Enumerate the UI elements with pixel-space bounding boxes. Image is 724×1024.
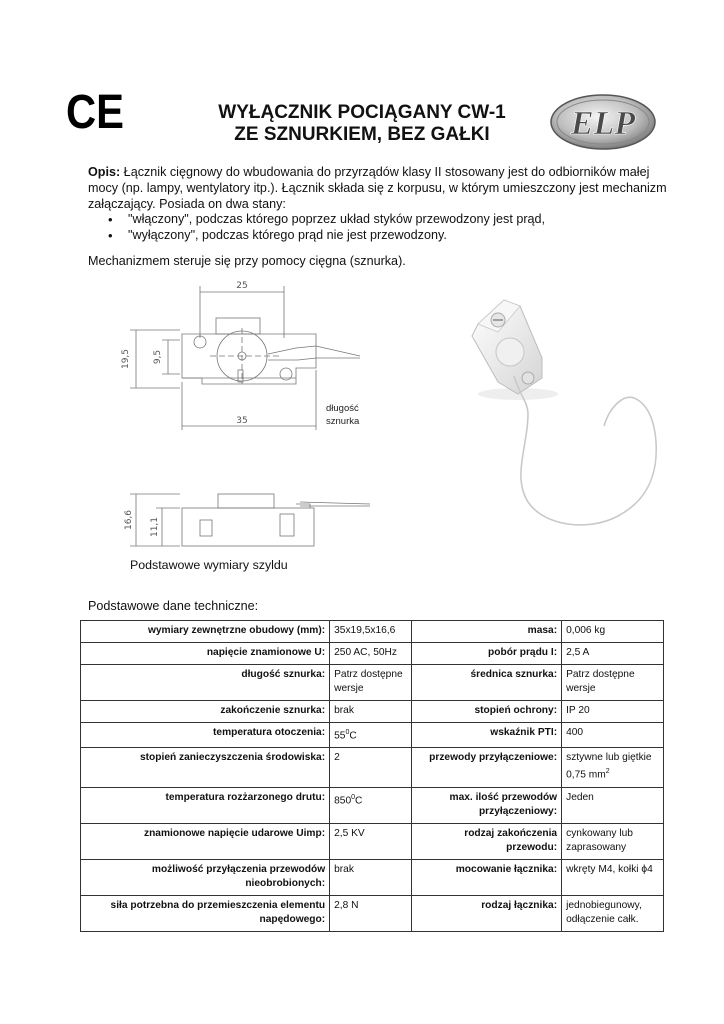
dim-16-6: 16,6 — [124, 509, 134, 531]
description-label: Opis: — [88, 165, 121, 179]
spec-label: średnica sznurka: — [411, 665, 561, 701]
dim-11-1: 11,1 — [150, 516, 160, 538]
page-title — [150, 102, 574, 146]
logo-text: ELP — [570, 105, 636, 142]
table-row — [81, 787, 664, 823]
spec-label: przewody przyłączeniowe: — [411, 748, 561, 787]
spec-value-sup: 2 — [605, 768, 610, 776]
table-row — [81, 723, 664, 748]
cord-label-line-1: długość — [326, 403, 359, 414]
spec-value: cynkowany lub zaprasowany — [562, 823, 664, 859]
table-row — [81, 701, 664, 723]
state-list — [88, 212, 668, 244]
spec-label: mocowanie łącznika: — [411, 859, 561, 895]
spec-value: brak — [330, 859, 412, 895]
spec-table-body — [81, 621, 664, 932]
ce-mark — [66, 86, 126, 139]
spec-value: brak — [330, 701, 412, 723]
description-text: Łącznik cięgnowy do wbudowania do przyrządów klasy II stosowany jest do odbiorników małej mocy (np. lampy, wentylatory itp.). Łącznik składa się z korpusu, w którym umieszczony jest mechanizm załączający. Posiada on dwa stany: — [88, 165, 667, 211]
spec-value: Patrz dostępne wersje — [330, 665, 412, 701]
spec-value-text: sztywne lub giętkie 0,75 mm — [566, 752, 652, 781]
cord-label-line-2: sznurka — [326, 416, 360, 427]
spec-label: masa: — [411, 621, 561, 643]
state-off-item: • "wyłączony", podczas którego prąd nie jest przewodzony. — [108, 228, 668, 244]
state-on-item: • "włączony", podczas którego poprzez układ styków przewodzony jest prąd, — [108, 212, 668, 228]
spec-value: 2 — [330, 748, 412, 787]
spec-label: zakończenie sznurka: — [81, 701, 330, 723]
spec-value: 35x19,5x16,6 — [330, 621, 412, 643]
spec-value: 2,5 KV — [330, 823, 412, 859]
spec-label: wymiary zewnętrzne obudowy (mm): — [81, 621, 330, 643]
description-block — [88, 165, 668, 244]
spec-label: wskaźnik PTI: — [411, 723, 561, 748]
spec-value — [330, 787, 412, 823]
table-row — [81, 621, 664, 643]
spec-value-sup: 0 — [351, 793, 356, 801]
table-row — [81, 823, 664, 859]
product-photo — [458, 286, 668, 546]
table-row — [81, 748, 664, 787]
dim-25: 25 — [236, 281, 248, 291]
spec-label: długość sznurka: — [81, 665, 330, 701]
dim-9-5: 9,5 — [153, 349, 163, 365]
spec-label: temperatura otoczenia: — [81, 723, 330, 748]
mechanism-note: Mechanizmem steruje się przy pomocy cięgna (sznurka). — [88, 254, 406, 268]
spec-value: IP 20 — [562, 701, 664, 723]
ce-mark-text: CE — [66, 86, 124, 139]
spec-table — [80, 620, 664, 932]
spec-value — [330, 723, 412, 748]
spec-value: Patrz dostępne wersje — [562, 665, 664, 701]
table-row — [81, 643, 664, 665]
title-line-1: WYŁĄCZNIK POCIĄGANY CW-1 — [218, 102, 506, 123]
spec-label: znamionowe napięcie udarowe Uimp: — [81, 823, 330, 859]
spec-label: rodzaj łącznika: — [411, 895, 561, 931]
dimensions-caption: Podstawowe wymiary szyldu — [130, 558, 288, 572]
title-line-2: ZE SZNURKIEM, BEZ GAŁKI — [234, 124, 490, 145]
dim-19-5: 19,5 — [121, 348, 131, 370]
spec-value-number: 55 — [334, 730, 346, 742]
spec-value: wkręty M4, kołki ϕ4 — [562, 859, 664, 895]
spec-value: 0,006 kg — [562, 621, 664, 643]
side-view-drawing — [120, 484, 380, 554]
spec-label: stopień zanieczyszczenia środowiska: — [81, 748, 330, 787]
table-row — [81, 665, 664, 701]
spec-value: Jeden — [562, 787, 664, 823]
top-view-drawing — [120, 278, 380, 438]
spec-label: max. ilość przewodów przyłączeniowy: — [411, 787, 561, 823]
spec-value: 400 — [562, 723, 664, 748]
spec-value-unit: C — [349, 730, 357, 742]
spec-label: stopień ochrony: — [411, 701, 561, 723]
spec-label: rodzaj zakończenia przewodu: — [411, 823, 561, 859]
description-paragraph — [88, 165, 668, 212]
spec-label: możliwość przyłączenia przewodów nieobrobionych: — [81, 859, 330, 895]
spec-value-unit: C — [355, 795, 363, 807]
spec-value: jednobiegunowy, odłączenie całk. — [562, 895, 664, 931]
spec-label: napięcie znamionowe U: — [81, 643, 330, 665]
spec-value-sup: 0 — [345, 729, 350, 736]
spec-label: temperatura rozżarzonego drutu: — [81, 787, 330, 823]
dim-35: 35 — [236, 416, 248, 426]
table-row — [81, 859, 664, 895]
spec-label: siła potrzebna do przemieszczenia elementu napędowego: — [81, 895, 330, 931]
tech-heading: Podstawowe dane techniczne: — [88, 599, 259, 613]
table-row — [81, 895, 664, 931]
spec-value: 250 AC, 50Hz — [330, 643, 412, 665]
spec-value-number: 850 — [334, 795, 352, 807]
company-logo — [548, 92, 658, 152]
spec-value: 2,5 A — [562, 643, 664, 665]
spec-value — [562, 748, 664, 787]
spec-label: pobór prądu I: — [411, 643, 561, 665]
spec-value: 2,8 N — [330, 895, 412, 931]
